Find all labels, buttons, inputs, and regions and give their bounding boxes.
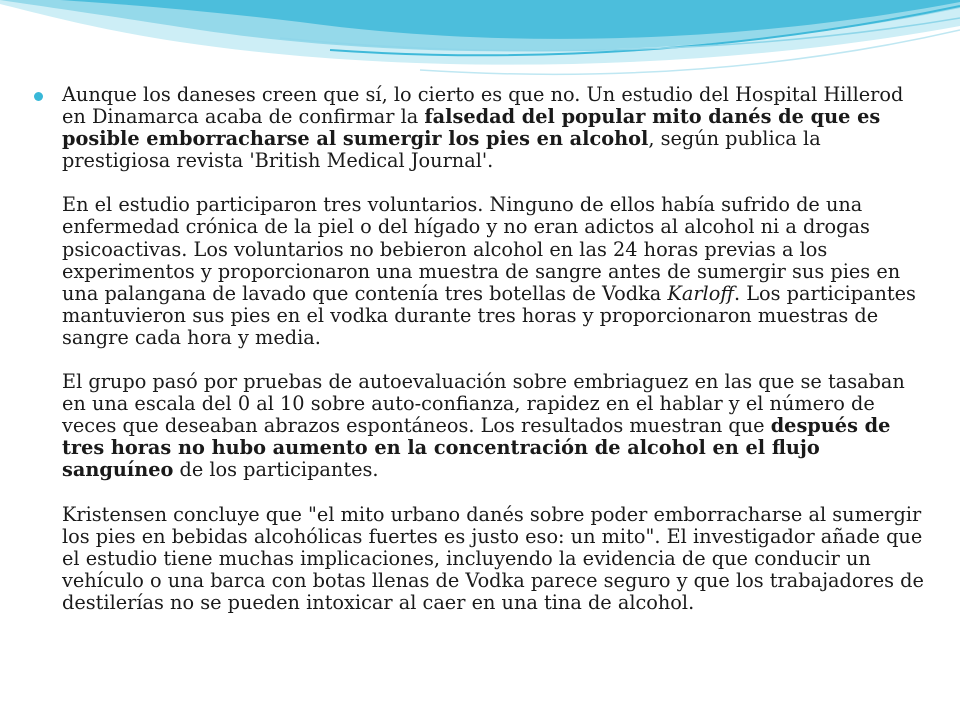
text-run: El grupo pasó por pruebas de autoevaluación sobre embriaguez en las que se tasaban en una escala del 0 al 10 sobre auto-confianza, rapidez en el hablar y el número de veces que deseaban abrazos espontáneos. Los resultados muestran que: [62, 370, 905, 438]
paragraph-3: [62, 371, 927, 481]
emphasis-run: después de tres horas no hubo aumento en la concentración de alcohol en el flujo sanguíneo: [62, 414, 891, 482]
text-run: En el estudio participaron tres voluntarios. Ninguno de ellos había sufrido de una enfermedad crónica de la piel o del hígado y no eran adictos al alcohol ni a drogas psicoactivas. Los voluntarios no bebieron alcohol en las 24 horas previas a los experimentos y proporcionaron una muestra de sangre antes de sumergir sus pies en una palangana de lavado que contenía tres botellas de Vodka: [62, 193, 901, 305]
emphasis-run: falsedad del popular mito danés de que es posible emborracharse al sumergir los pies en alcohol: [62, 105, 881, 151]
paragraph-2: [62, 194, 927, 349]
paragraph-4: [62, 504, 927, 614]
header-wave-decoration: [0, 0, 960, 95]
text-run: . Los participantes mantuvieron sus pies en el vodka durante tres horas y proporcionaron muestras de sangre cada hora y media.: [62, 281, 916, 349]
text-run: de los participantes.: [173, 458, 379, 482]
text-run: , según publica la prestigiosa revista 'British Medical Journal'.: [62, 127, 821, 173]
paragraph-1: [62, 84, 927, 172]
bullet-icon: [34, 92, 43, 101]
italic-run: Karloff: [667, 281, 734, 305]
text-run: Kristensen concluye que "el mito urbano danés sobre poder emborracharse al sumergir los pies en bebidas alcohólicas fuertes es justo eso: un mito". El investigador añade que el estudio tiene muchas implicaciones, incluyendo la evidencia de que conducir un vehículo o una barca con botas llenas de Vodka parece seguro y que los trabajadores de destilerías no se pueden intoxicar al caer en una tina de alcohol.: [62, 502, 924, 614]
slide-body-text: [62, 84, 927, 614]
text-run: Aunque los daneses creen que sí, lo cierto es que no. Un estudio del Hospital Hillerod en Dinamarca acaba de confirmar la: [62, 83, 904, 129]
